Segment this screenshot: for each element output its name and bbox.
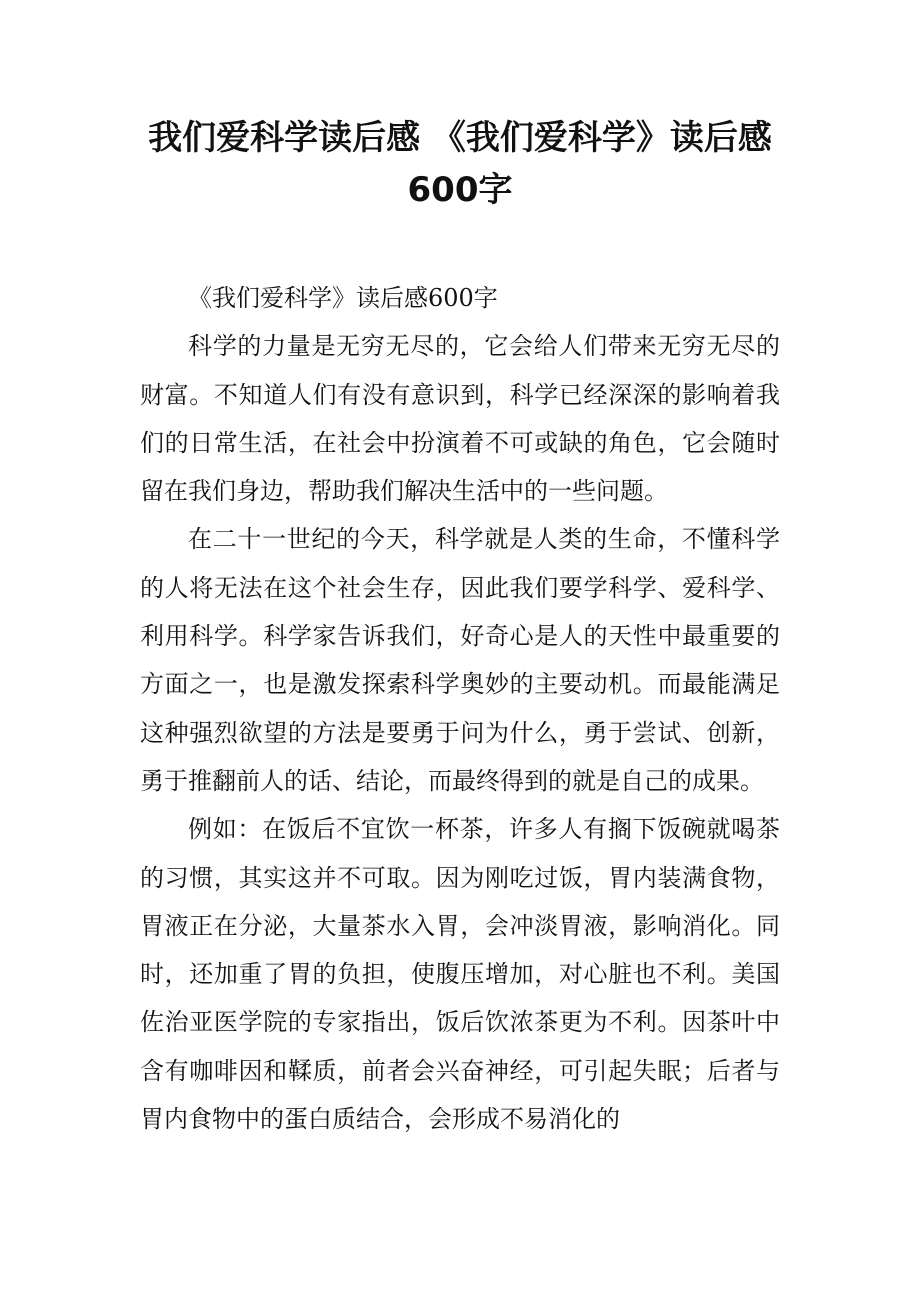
document-title: 我们爱科学读后感 《我们爱科学》读后感600字 [148,118,772,210]
paragraph: 在二十一世纪的今天，科学就是人类的生命，不懂科学的人将无法在这个社会生存，因此我们要学科学、爱科学、利用科学。科学家告诉我们，好奇心是人的天性中最重要的方面之一，也是激发探索科学奥妙的主要动机。而最能满足这种强烈欲望的方法是要勇于问为什么，勇于尝试、创新，勇于推翻前人的话、结论，而最终得到的就是自己的成果。 [140,525,780,795]
document-subtitle: 《我们爱科学》读后感600字 [188,284,498,312]
document-body [140,274,780,1143]
paragraph: 例如：在饭后不宜饮一杯茶，许多人有搁下饭碗就喝茶的习惯，其实这并不可取。因为刚吃过饭，胃内装满食物，胃液正在分泌，大量茶水入胃，会冲淡胃液，影响消化。同时，还加重了胃的负担，使腹压增加，对心脏也不利。美国佐治亚医学院的专家指出，饭后饮浓茶更为不利。因茶叶中含有咖啡因和鞣质，前者会兴奋神经，可引起失眠；后者与胃内食物中的蛋白质结合，会形成不易消化的 [140,815,780,1134]
paragraph: 科学的力量是无穷无尽的，它会给人们带来无穷无尽的财富。不知道人们有没有意识到，科学已经深深的影响着我们的日常生活，在社会中扮演着不可或缺的角色，它会随时留在我们身边，帮助我们解决生活中的一些问题。 [140,332,780,506]
